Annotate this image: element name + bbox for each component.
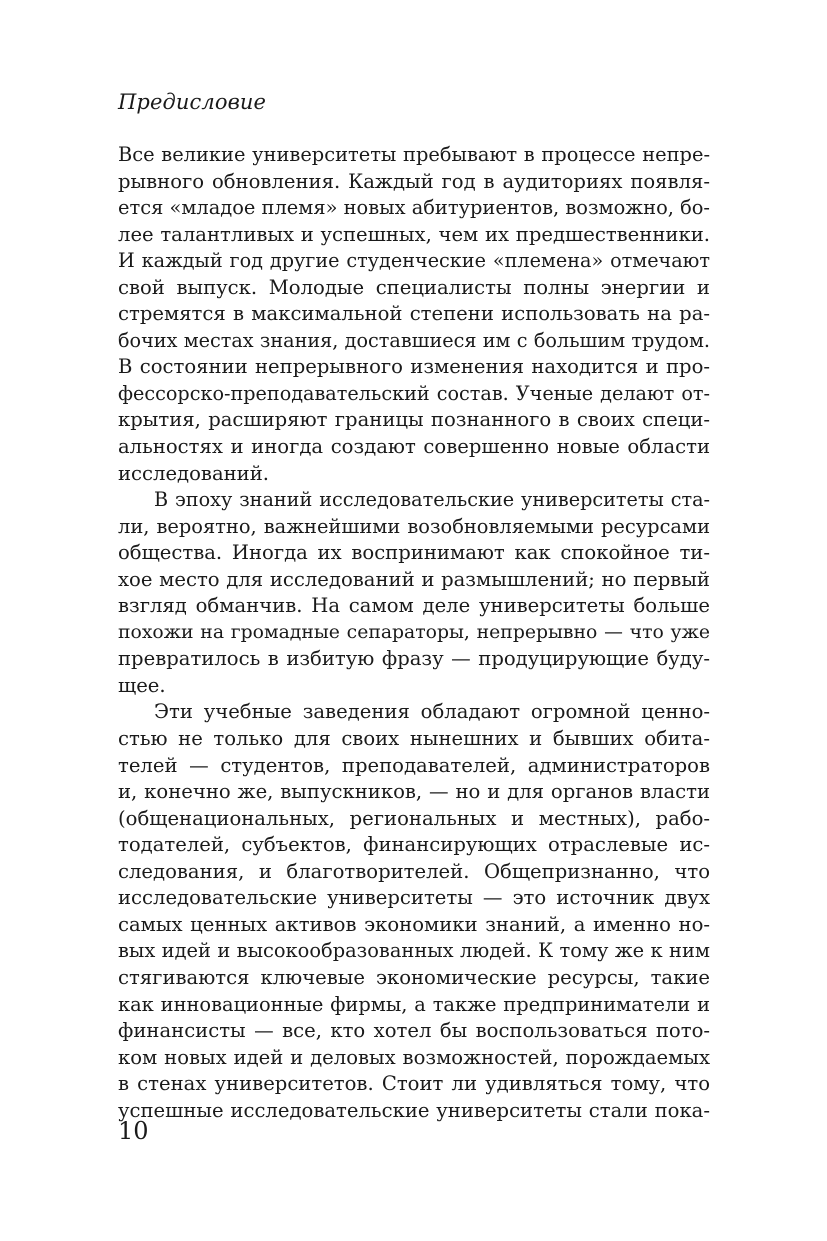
text-line: фессорско-преподавательский состав. Ученые делают от-	[118, 381, 710, 405]
text-line: щее.	[118, 673, 166, 697]
text-line: (общенациональных, региональных и местных), рабо-	[118, 806, 710, 830]
text-line: и, конечно же, выпускников, — но и для органов власти	[118, 780, 710, 804]
text-line: тодателей, субъектов, финансирующих отраслевые ис-	[118, 833, 710, 857]
text-line: Эти учебные заведения обладают огромной ценно-	[154, 700, 710, 724]
text-line: взгляд обманчив. На самом деле университеты больше	[118, 594, 710, 618]
text-line: в стенах университетов. Стоит ли удивляться тому, что	[118, 1072, 710, 1096]
text-line: стремятся в максимальной степени использовать на ра-	[118, 302, 710, 326]
text-line: рывного обновления. Каждый год в аудиториях появля-	[118, 169, 710, 193]
text-line: В состоянии непрерывного изменения находится и про-	[118, 355, 710, 379]
text-line: исследовательские университеты — это источник двух	[118, 886, 710, 910]
text-line: исследований.	[118, 461, 270, 485]
text-line: ется «младое племя» новых абитуриентов, возможно, бо-	[118, 196, 710, 220]
text-line: лее талантливых и успешных, чем их предшественники.	[118, 222, 710, 246]
text-line: свой выпуск. Молодые специалисты полны энергии и	[118, 275, 710, 299]
text-line: В эпоху знаний исследовательские университеты ста-	[154, 488, 710, 512]
text-line: бочих местах знания, доставшиеся им с большим трудом.	[118, 328, 710, 352]
text-line: как инновационные фирмы, а также предприниматели и	[118, 992, 710, 1016]
text-line: хое место для исследований и размышлений; но первый	[118, 567, 710, 591]
text-line: похожи на громадные сепараторы, непрерывно — что уже	[118, 621, 710, 643]
text-line: успешные исследовательские университеты стали пока-	[118, 1098, 710, 1122]
text-line: стью не только для своих нынешних и бывших обита-	[118, 727, 710, 751]
text-line: Все великие университеты пребывают в процессе непре-	[118, 143, 710, 166]
text-line: вых идей и высокообразованных людей. К тому же к ним	[118, 939, 710, 963]
text-line: превратилось в избитую фразу — продуцирующие буду-	[118, 647, 710, 671]
text-line: И каждый год другие студенческие «племена» отмечают	[118, 249, 710, 273]
text-line: финансисты — все, кто хотел бы воспользоваться пото-	[118, 1019, 710, 1043]
text-line: альностях и иногда создают совершенно новые области	[118, 435, 710, 459]
text-line: следования, и благотворителей. Общепризнанно, что	[118, 859, 710, 883]
text-line: ком новых идей и деловых возможностей, порождаемых	[118, 1045, 710, 1069]
text-line: общества. Иногда их воспринимают как спокойное ти-	[118, 541, 710, 565]
text-line: телей — студентов, преподавателей, администраторов	[118, 753, 710, 777]
text-line: крытия, расширяют границы познанного в своих специ-	[118, 408, 710, 432]
page-number: 10	[118, 1117, 149, 1145]
text-line: самых ценных активов экономики знаний, а именно но-	[118, 912, 710, 936]
text-line: ли, вероятно, важнейшими возобновляемыми ресурсами	[118, 514, 710, 538]
text-line: стягиваются ключевые экономические ресурсы, такие	[118, 965, 710, 989]
body-text	[118, 142, 710, 1124]
running-head: Предисловие	[118, 90, 267, 114]
